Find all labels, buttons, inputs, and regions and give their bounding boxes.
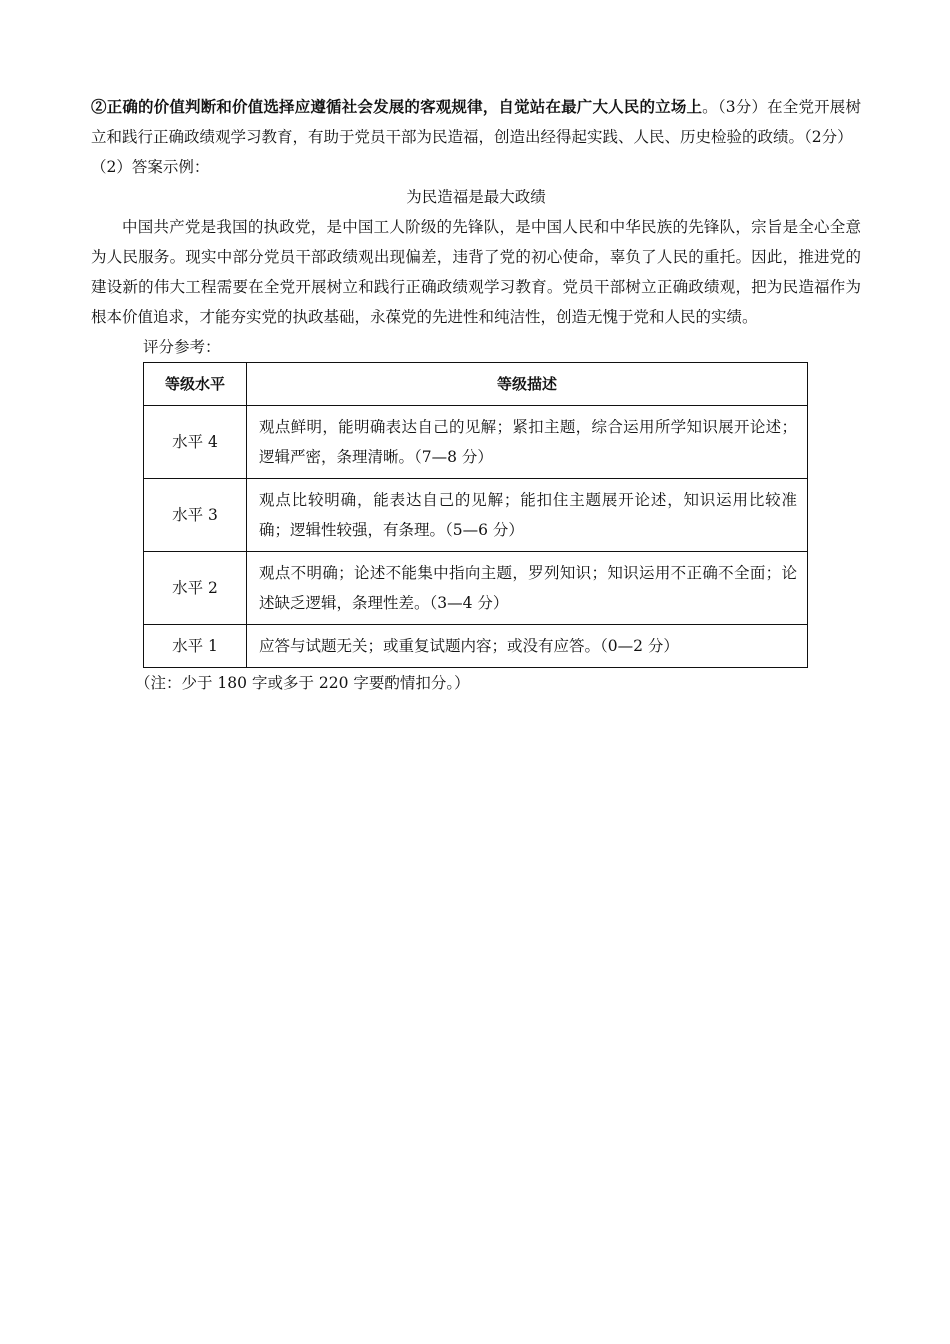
rubric-description: 观点不明确；论述不能集中指向主题，罗列知识；知识运用不正确不全面；论述缺乏逻辑，条理性差。（3—4 分）: [247, 552, 808, 625]
rubric-table: [143, 362, 808, 668]
answer-page: [91, 92, 861, 698]
rubric-label: 评分参考：: [143, 338, 221, 356]
sample-essay-title: 为民造福是最大政绩: [406, 188, 546, 206]
rubric-row: [144, 406, 808, 479]
rubric-row: [144, 625, 808, 668]
sample-essay-body: 中国共产党是我国的执政党，是中国工人阶级的先锋队，是中国人民和中华民族的先锋队，宗旨是全心全意为人民服务。现实中部分党员干部政绩观出现偏差，违背了党的初心使命，辜负了人民的重托。因此，推进党的建设新的伟大工程需要在全党开展树立和践行正确政绩观学习教育。党员干部树立正确政绩观，把为民造福作为根本价值追求，才能夯实党的执政基础，永葆党的先进性和纯洁性，创造无愧于党和人民的实绩。: [91, 218, 861, 326]
rubric-level: 水平 2: [144, 552, 247, 625]
answer-point-2-rest: 。（3分）在全党开展树立和践行正确政绩观学习教育，有助于党员干部为民造福，创造出经得起实践、人民、历史检验的政绩。（2分）: [91, 98, 861, 146]
rubric-note: （注：少于 180 字或多于 220 字要酌情扣分。）: [135, 674, 470, 692]
rubric-level: 水平 4: [144, 406, 247, 479]
rubric-header-level: 等级水平: [144, 363, 247, 406]
answer-point-2: [91, 92, 861, 152]
rubric-description: 应答与试题无关；或重复试题内容；或没有应答。（0—2 分）: [247, 625, 808, 668]
rubric-description: 观点比较明确，能表达自己的见解；能扣住主题展开论述，知识运用比较准确；逻辑性较强，有条理。（5—6 分）: [247, 479, 808, 552]
rubric-row: [144, 479, 808, 552]
section-2-label: （2）答案示例：: [91, 158, 210, 176]
rubric-header-row: [144, 363, 808, 406]
rubric-row: [144, 552, 808, 625]
rubric-level: 水平 3: [144, 479, 247, 552]
answer-point-2-bold: ②正确的价值判断和价值选择应遵循社会发展的客观规律，自觉站在最广大人民的立场上: [91, 97, 703, 116]
rubric-description: 观点鲜明，能明确表达自己的见解；紧扣主题，综合运用所学知识展开论述；逻辑严密，条理清晰。（7—8 分）: [247, 406, 808, 479]
rubric-level: 水平 1: [144, 625, 247, 668]
rubric-header-description: 等级描述: [247, 363, 808, 406]
